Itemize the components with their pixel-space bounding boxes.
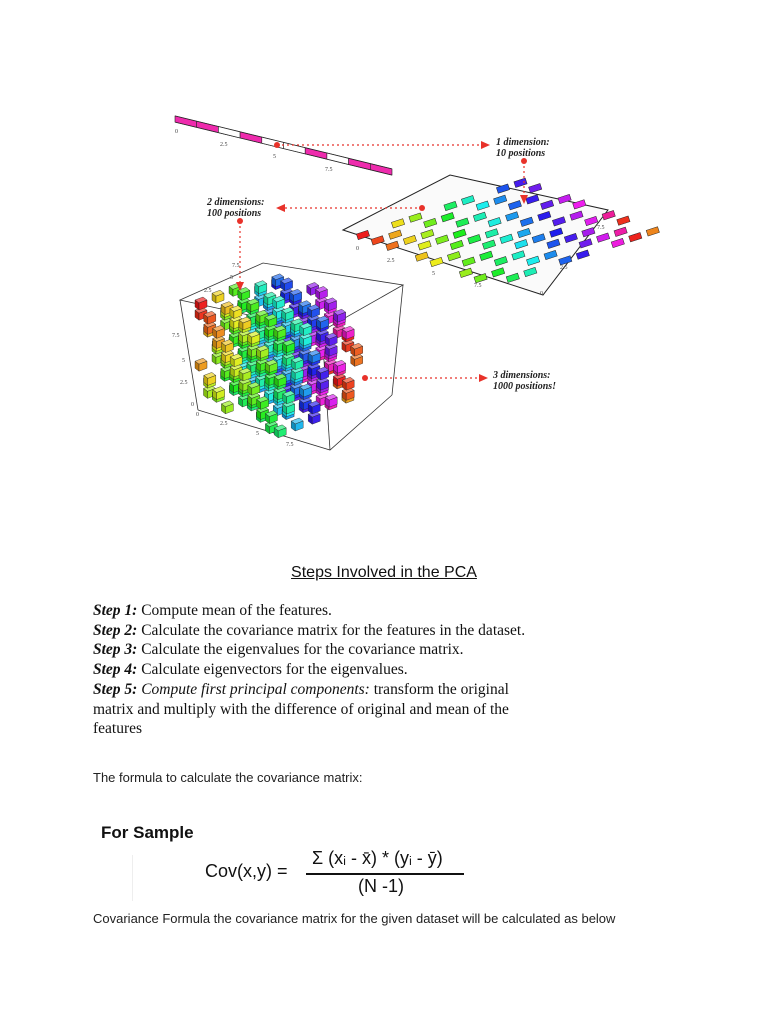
label-3d-line2: 1000 positions! [493, 381, 557, 392]
formula-edge [132, 855, 133, 901]
tick-2d-right-0: 0 [540, 291, 543, 297]
plane-cell [576, 250, 589, 259]
tick-2d-0: 0 [356, 246, 359, 252]
label-2d-line1: 2 dimensions: [207, 197, 265, 208]
section-heading: Steps Involved in the PCA [291, 564, 477, 581]
step-label: Step 3: [93, 641, 138, 659]
label-1d-line2: 10 positions [496, 148, 546, 159]
step-emphasis: Compute first principal components: [137, 680, 370, 698]
covariance-formula [98, 820, 478, 905]
tick-1d-5: 5 [273, 154, 276, 160]
step-text: Calculate the covariance matrix for the features in the dataset. [137, 621, 526, 639]
strip-cell [175, 116, 197, 127]
dimensionality-figure [160, 105, 630, 465]
tick-2d-5: 5 [432, 271, 435, 277]
step-text: Calculate eigenvectors for the eigenvalues. [137, 661, 408, 679]
tick-3d-left-5: 5 [182, 358, 185, 364]
formula-title: For Sample [101, 823, 194, 842]
tick-3d-bottom-0: 0 [196, 412, 199, 418]
plane-cell [629, 232, 642, 241]
dimension-cubes-illustration [160, 105, 630, 465]
tick-3d-bottom-2-5: 2.5 [220, 421, 228, 427]
tick-3d-top-2-5: 2.5 [204, 288, 212, 294]
tick-2d-right-2-5: 2.5 [560, 265, 568, 271]
label-1d-line1: 1 dimension: [496, 137, 550, 148]
formula-lhs: Cov(x,y) = [205, 861, 288, 881]
tick-2d-2-5: 2.5 [387, 258, 395, 264]
plane-cell [646, 227, 659, 236]
step-text: Calculate the eigenvalues for the covariance matrix. [137, 641, 464, 659]
tick-2d-right-7-5: 7.5 [597, 225, 605, 231]
tick-3d-top-5: 5 [230, 275, 233, 281]
label-3d-line1: 3 dimensions: [493, 370, 551, 381]
strip-cell [327, 153, 349, 164]
tick-2d-7-5: 7.5 [474, 283, 482, 289]
step-label: Step 5: [93, 680, 138, 698]
plane-cell [529, 183, 542, 192]
step-label: Step 1: [93, 602, 138, 619]
fraction-bar [306, 873, 464, 875]
tick-3d-bottom-5: 5 [256, 431, 259, 437]
step-2 [93, 621, 678, 641]
plane-cell [611, 238, 624, 247]
three-dimension-cubes [195, 274, 363, 438]
tick-3d-left-0: 0 [191, 402, 194, 408]
tick-3d-left-7-5: 7.5 [172, 333, 180, 339]
plane-cell [614, 227, 627, 236]
formula-denominator: (N -1) [358, 876, 404, 896]
strip-cell [305, 148, 327, 159]
step-5-continuation-end: features [93, 720, 143, 738]
step-5-continuation: matrix and multiply with the difference of original and mean of the [93, 700, 509, 718]
strip-cell [218, 127, 240, 138]
step-4 [93, 660, 678, 680]
step-5 [93, 680, 678, 700]
plane-cell [617, 216, 630, 225]
strip-cell [197, 121, 219, 132]
formula-caption: Covariance Formula the covariance matrix for the given dataset will be calculated as below [93, 911, 616, 926]
plane-cell [514, 178, 527, 187]
plane-cell [459, 268, 472, 277]
plane-cell [596, 233, 609, 242]
plane-cell [474, 273, 487, 282]
step-3 [93, 640, 678, 660]
tick-3d-bottom-7-5: 7.5 [286, 442, 294, 448]
strip-cell [284, 143, 306, 154]
formula-numerator: Σ (xᵢ - x̄) * (yᵢ - ȳ) [312, 848, 443, 868]
tick-3d-left-2-5: 2.5 [180, 380, 188, 386]
tick-3d-top-7-5: 7.5 [232, 263, 240, 269]
step-1 [93, 601, 678, 621]
tick-1d-7-5: 7.5 [325, 167, 333, 173]
strip-cell [262, 137, 284, 148]
tick-1d-0: 0 [175, 129, 178, 135]
step-text: Compute mean of the features. [137, 602, 332, 619]
strip-cell [349, 158, 371, 169]
step-text: transform the original [369, 680, 509, 698]
formula-intro: The formula to calculate the covariance matrix: [93, 770, 363, 785]
strip-cell [370, 164, 392, 175]
step-label: Step 2: [93, 621, 138, 639]
tick-1d-2-5: 2.5 [220, 142, 228, 148]
strip-cell [240, 132, 262, 143]
label-2d-line2: 100 positions [207, 208, 262, 219]
pca-steps [93, 601, 678, 739]
step-label: Step 4: [93, 661, 138, 679]
